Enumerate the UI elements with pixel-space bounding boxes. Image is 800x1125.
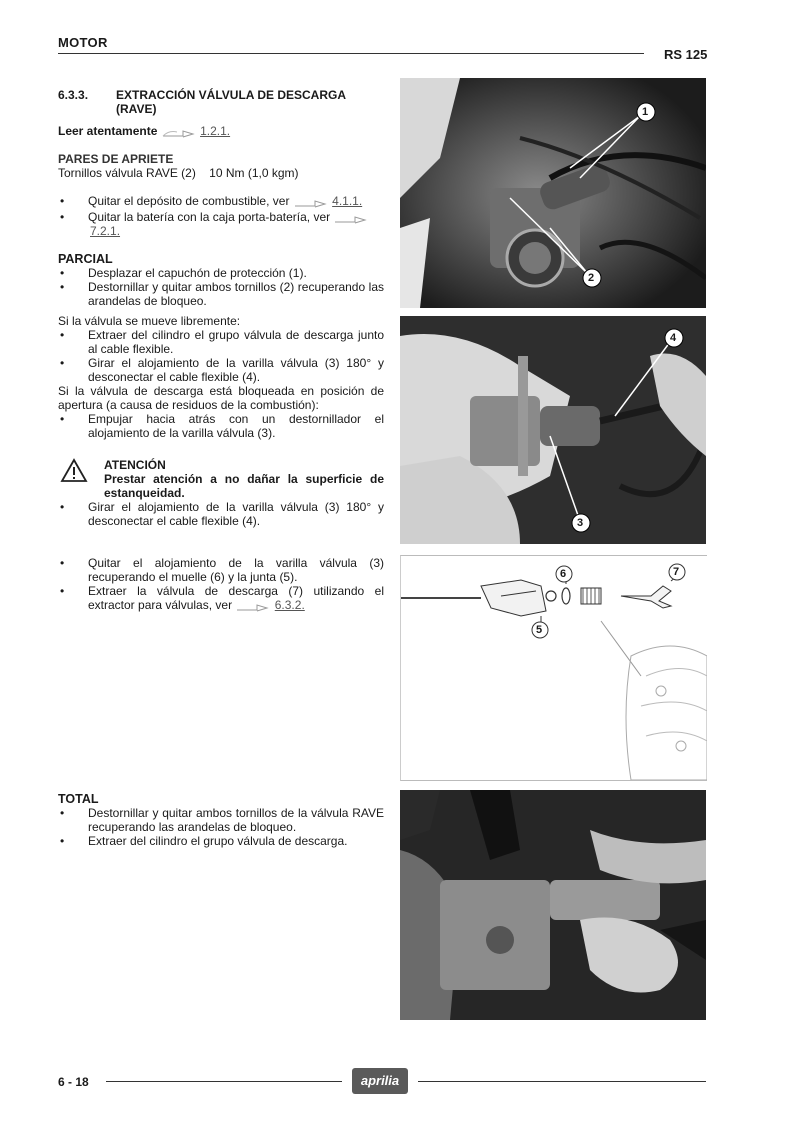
- section-heading: [58, 88, 384, 118]
- photo-rave-valve-mounted: [400, 78, 706, 308]
- list-item: • Destornillar y quitar ambos tornillos de la válvula RAVE recuperando las arandelas de bloqueo.: [58, 806, 384, 834]
- reference-arrow-icon: [235, 601, 269, 610]
- prereq-list: [58, 194, 384, 238]
- reference-arrow-icon: [161, 127, 195, 136]
- footer-rule-left: [106, 1081, 342, 1082]
- free-steps: [58, 328, 384, 384]
- total-steps: [58, 806, 384, 848]
- list-item: • Desplazar el capuchón de protección (1).: [58, 266, 384, 280]
- list-item: • Quitar el depósito de combustible, ver 4.1.1.: [58, 194, 384, 208]
- header-rule: [58, 53, 644, 54]
- parcial-block: [58, 252, 384, 440]
- warning-block: [104, 458, 384, 500]
- prereq-reference-link[interactable]: 7.2.1.: [90, 224, 121, 238]
- reference-arrow-icon: [333, 213, 367, 222]
- reference-arrow-icon: [293, 197, 327, 206]
- prereq-reference-link[interactable]: 4.1.1.: [332, 194, 363, 208]
- header-model: RS 125: [664, 47, 708, 62]
- page-number: 6 - 18: [58, 1075, 89, 1089]
- callout-3: 3: [577, 517, 584, 529]
- list-item: • Girar el alojamiento de la varilla válvula (3) 180° y desconectar el cable flexible (4).: [58, 500, 384, 528]
- removal-reference-link[interactable]: 6.3.2.: [274, 598, 305, 612]
- list-item: • Extraer del cilindro el grupo válvula de descarga.: [58, 834, 384, 848]
- blocked-steps: [58, 412, 384, 440]
- photo-valve-removed-by-hand: [400, 316, 706, 544]
- list-item: • Girar el alojamiento de la varilla válvula (3) 180° y desconectar el cable flexible (4).: [58, 356, 384, 384]
- total-block: [58, 792, 384, 848]
- brand-logo: aprilia: [352, 1068, 408, 1094]
- callout-5: 5: [536, 624, 543, 636]
- list-item: • Quitar la batería con la caja porta-batería, ver 7.2.1.: [58, 210, 384, 238]
- callout-4: 4: [670, 332, 677, 344]
- callout-7: 7: [673, 566, 680, 578]
- section-number: 6.3.3.: [58, 88, 89, 102]
- read-label: Leer atentamente: [58, 124, 158, 138]
- torque-line: Tornillos válvula RAVE (2) 10 Nm (1,0 kgm): [58, 166, 299, 180]
- torque-block: [58, 152, 384, 180]
- footer-rule-right: [418, 1081, 706, 1082]
- warning-after-steps: [58, 500, 384, 528]
- list-item: • Destornillar y quitar ambos tornillos (2) recuperando las arandelas de bloqueo.: [58, 280, 384, 308]
- callout-6: 6: [560, 568, 567, 580]
- warning-title: ATENCIÓN: [104, 458, 166, 472]
- list-item: • Extraer la válvula de descarga (7) utilizando el extractor para válvulas, ver 6.3.2.: [58, 584, 384, 612]
- parcial-heading: PARCIAL: [58, 252, 113, 266]
- removal-steps: [58, 556, 384, 612]
- callout-1: 1: [642, 106, 649, 118]
- list-item: • Extraer del cilindro el grupo válvula de descarga junto al cable flexible.: [58, 328, 384, 356]
- section-title: EXTRACCIÓN VÁLVULA DE DESCARGA (RAVE): [116, 88, 346, 116]
- list-item: • Quitar el alojamiento de la varilla válvula (3) recuperando el muelle (6) y la junta (5).: [58, 556, 384, 584]
- exploded-valve-diagram: [400, 555, 707, 781]
- callout-2: 2: [588, 272, 595, 284]
- read-reference-link[interactable]: 1.2.1.: [200, 124, 231, 138]
- total-heading: TOTAL: [58, 792, 99, 806]
- if-blocked-text: Si la válvula de descarga está bloqueada en posición de apertura (a causa de residuos de la combustión):: [58, 384, 384, 412]
- torque-heading: PARES DE APRIETE: [58, 152, 174, 166]
- parcial-steps: [58, 266, 384, 308]
- warning-text: Prestar atención a no dañar la superficie de estanqueidad.: [104, 472, 384, 500]
- list-item: • Empujar hacia atrás con un destornillador el alojamiento de la varilla válvula (3).: [58, 412, 384, 440]
- if-free-text: Si la válvula se mueve libremente:: [58, 314, 241, 328]
- read-carefully: [58, 124, 384, 138]
- warning-triangle-icon: [60, 458, 88, 484]
- photo-valve-group-extraction: [400, 790, 706, 1020]
- header-section-title: MOTOR: [58, 35, 108, 50]
